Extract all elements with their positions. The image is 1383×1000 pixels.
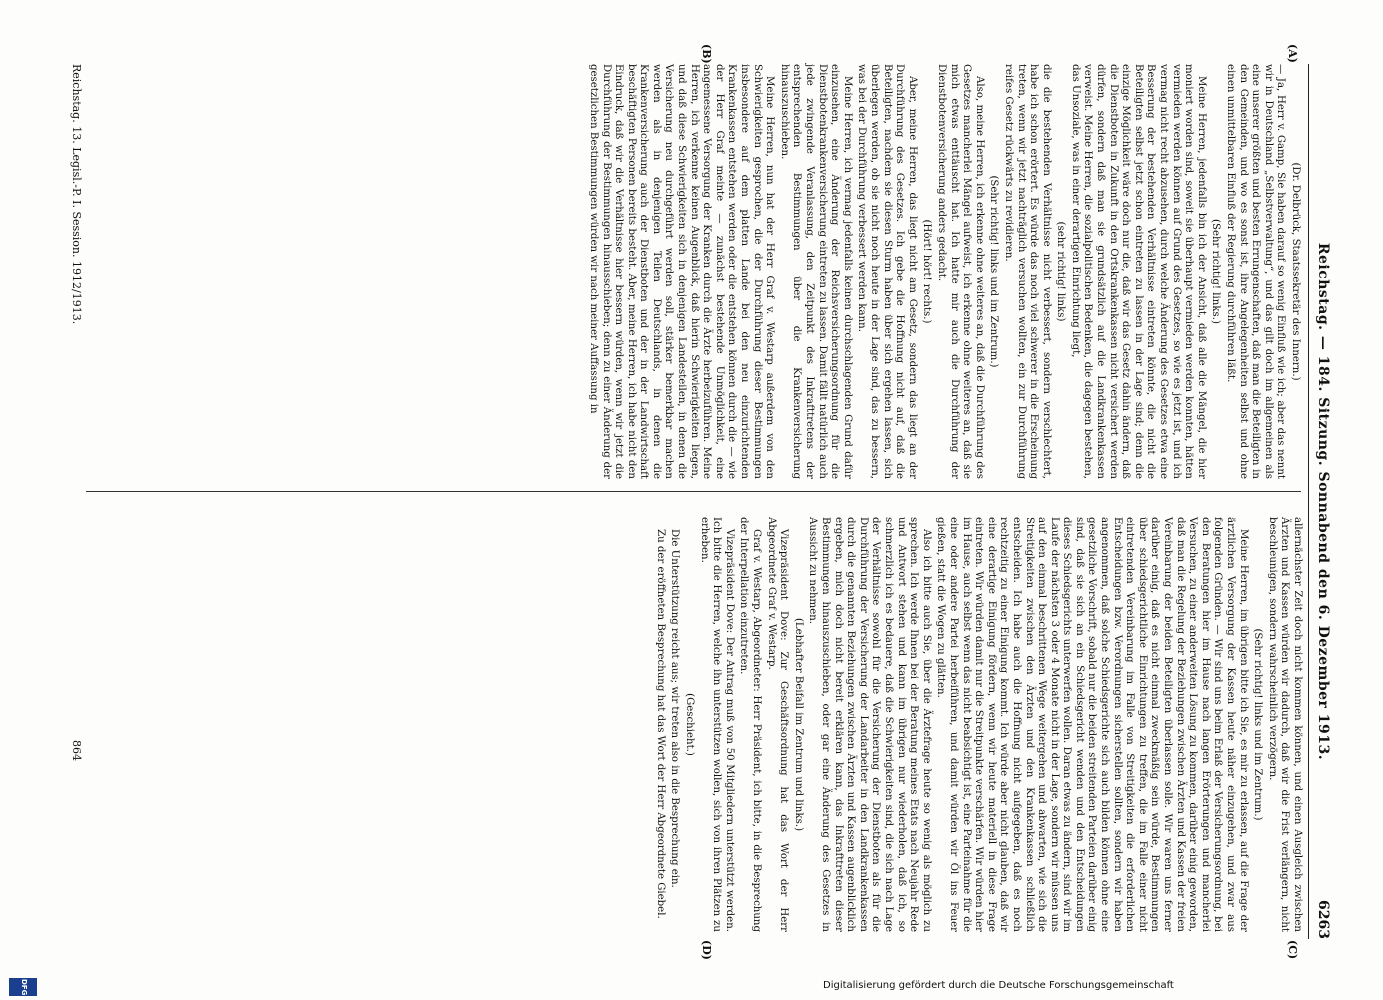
paragraph: — Ja, Herr v. Gamp, Sie haben darauf so wenig Einfluß wie ich; aber das nennt wir in Deutschland „Selbstverwaltung“, und das gilt doch im allgemeinen als eine unserer größten und besten Errungenschaften, daß man die Beteiligten in den Gemeinden, und wo es sonst ist, ihre Angelegenheiten selbst und ohne einen unmittelbaren Einfluß der Regierung durchführen läßt. [1225,64,1287,479]
dfg-logo [9,978,37,996]
margin-marker-b: (B) [700,44,713,64]
page-header [1308,64,1331,939]
column-divider [86,491,1301,492]
interjection: (Lebhafter Beifall im Zentrum und links.) [792,617,804,832]
paragraph: Meine Herren, nun hat der Herr Graf v. Westarp außerdem von den Schwierigkeiten gesprochen, die der Durchführung dieser Bestimmungen insbesondere auf dem platten Lande bei den neu einzurichtenden Krankenkassen entstehen werden oder die entstehen können durch die — wie der Herr Graf meinte — zunächst bestehende Unmöglichkeit, eine angemessene Versorgung der Kranken durch die Ärzte herbeizuführen. Meine Herren, ich verkenne keinen Augenblick, daß hierin Schwierigkeiten liegen, und daß diese Schwierigkeiten sich in denjenigen Landesteilen, in denen die Versicherung neu durchgeführt werden soll, stärker bemerkbar machen werden als in denjenigen Teilen Deutschlands, in denen die Krankenversicherung auch der Dienstboten und der in der Landwirtschaft beschäftigten Personen bereits besteht. Aber, meine Herren, ich habe nicht den Eindruck, daß wir die Verhältnisse hier bessern würden, wenn wir jetzt die Durchführung der Bestimmungen hinausschieben; denn zu einer Änderung der gesetzlichen Bestimmungen würden wir nach meiner Auffassung in [587,64,776,479]
digitization-note: Digitalisierung gefördert durch die Deutsche Forschungsgemeinschaft [823,980,1174,991]
speaker-paragraph: Vizepräsident Dove: Zur Geschäftsordnung hat das Wort der Herr Abgeordnete Graf v. Westarp. [765,517,790,932]
paragraph: Also, meine Herren, ich erkenne ohne weiteres an, daß die Durchführung des Gesetzes mancherlei Mängel aufweist, ich erkenne ohne weiteres an, daß sie mich etwas enttäuscht hat. Ich hatte mir auch die Durchführung der Dienstbotenversicherung anders gedacht. [935,64,985,479]
paragraph: Meine Herren, jedenfalls bin ich der Ansicht, daß alle die Mängel, die hier moniert worden sind, soweit sie überhaupt vermieden werden konnten, hätten vermieden werden können auf Grund des Gesetzes, so wie es jetzt ist, und ich vermag nicht recht abzusehen, durch welche Änderung des Gesetzes etwa eine Besserung der bestehenden Verhältnisse eintreten könnte, die nicht die Beteiligten selbst jetzt schon eintreten zu lassen in der Lage sind; denn die einzige Möglichkeit wäre doch nur die, daß wir das Gesetz dahin ändern, daß die Dienstboten in Zukunft in den Ortskrankenkassen nicht versichert werden dürfen, sondern daß man sie grundsätzlich auf die Landkrankenkassen verweist. Meine Herren, die sozialpolitischen Bedenken, die dagegen bestehen, das Unsoziale, was in einer derartigen Einrichtung liegt, [1069,64,1207,479]
speaker-intro: (Dr. Delbrück, Staatssekretär des Innern.) [1290,162,1301,381]
paragraph: Aber, meine Herren, das liegt nicht am Gesetz, sondern das liegt an der Durchführung des Gesetzes. Ich gebe die Hoffnung nicht auf, daß die Beteiligten, nachdem sie diesen Sturm haben über sich ergehen lassen, sich überlegen werden, ob sie nicht noch heute in der Lage sind, das zu bessern, was bei der Durchführung verbessert werden kann. [856,64,918,479]
interjection: (sehr richtig! links) [1055,221,1067,322]
paragraph: Meine Herren, ich vermag jedenfalls keinen durchschlagenden Grund dafür einzusehen, eine Änderung der Reichsversicherungsordnung für die Dienstbotenkrankenversicherung eintreten zu lassen. Damit fällt natürlich auch jede zwingende Veranlassung, den Zeitpunkt des Inkrafttretens der entsprechenden Bestimmungen über die Krankenversicherung hinauszuschieben. [778,64,853,479]
left-column [584,64,1303,479]
paragraph: die die bestehenden Verhältnisse nicht verbessert, sondern verschlechtert, habe ich schon erörtert. Es würde das noch viel schwerer in die Erscheinung treten, wenn wir jetzt nachträglich versuchen wollten, ein zur Durchführung reifes Gesetz rückwärts zu revidieren. [1002,64,1052,479]
paragraph: Zu der eröffneten Besprechung hat das Wort der Herr Abgeordnete Giebel. [654,529,666,919]
page-number: 6263 [1315,900,1331,939]
paragraph: Die Unterstützung reicht aus; wir treten also in die Besprechung ein. [669,529,681,888]
footer-session-info: Reichstag. 13. Legisl.-P. I. Session. 1912/1913. [70,64,83,325]
paragraph: Also ich bitte auch Sie, über die Ärztefrage heute so wenig als möglich zu sprechen. Ich werde Ihnen bei der Beratung meines Etats nach Neujahr Rede und Antwort stehen und kann im übrigen nur wiederholen, daß ich, so schmerzlich ich es bedauere, daß die Schwierigkeiten sind, die sich nach Lage der Verhältnisse sowohl für die Versicherung der Dienstboten als für die Durchführung der Versicherung der Landarbeiter in den Landkrankenkassen durch die genannten Beziehungen zwischen Ärzten und Kassen augenblicklich ergeben, mich doch nicht bereit erklären kann, das Inkrafttreten dieser Bestimmungen hinauszuschieben, oder gar eine Änderung des Gesetzes in Aussicht zu nehmen. [807,517,932,932]
interjection: (Sehr richtig! links und im Zentrum.) [988,175,1000,368]
paragraph: Meine Herren, im übrigen bitte ich Sie, es mir zu erlassen, auf die Frage der ärztlichen Versorgung der Kassen heute näher einzugehen, und zwar aus folgenden Gründen. — Wir sind uns beim Erlaß der Versicherungsordnung, bei den Beratungen hier im Hause nach langen Erörterungen und mancherlei Versuchen, zu einer anderweiten Lösung zu kommen, darüber einig geworden, daß man die Regelung der Beziehungen zwischen Ärzten und Kassen der freien Vereinbarung der beiden Beteiligten überlassen solle. Wir waren uns ferner darüber einig, daß es nicht einmal zweckmäßig sein würde, Bestimmungen über schiedsgerichtliche Einrichtungen zu treffen, die im Falle einer nicht eintretenden Vereinbarung im Falle von Streitigkeiten die erforderlichen Entscheidungen bzw. Verordnungen sicherstellen sollten, sondern wir haben angenommen, daß solche Schiedsgerichte sich auch bilden können ohne eine gesetzliche Vorschrift, sobald nur die beiden streitenden Parteien darüber einig sind, daß sie sich an ein Schiedsgericht wenden und den Entscheidungen dieses Schiedsgerichts unterwerfen wollen. Daran etwas zu ändern, sind wir im Laufe der nächsten 3 oder 4 Monate nicht in der Lage, sondern wir müssen uns auf den einmal beschrittenen Wege weitergehen und abwarten, wie sich die Streitigkeiten zwischen den Ärzten und den Krankenkassen schließlich entscheiden. Ich habe auch die Hoffnung nicht aufgegeben, daß es noch rechtzeitig zu einer Einigung kommt. Ich würde aber nicht glauben, daß wir eine derartige Einigung fördern, wenn wir heute materiell in diese Frage eintreten. Wir würden damit nur die Streitpunkte verschärfen. Wir würden hier im Hause, auch selbst wenn das nicht beabsichtigt ist, eine Parteinahme für die eine oder andere Partei herbeiführen, und damit würden wir Öl ins Feuer gießen, statt die Wogen zu glätten. [935,517,1249,932]
margin-marker-d: (D) [700,940,713,960]
right-column [651,517,1303,932]
header-title: Reichstag. — 184. Sitzung. Sonnabend den 6. Dezember 1913. [1315,242,1331,761]
dfg-logo-text: DFG [20,979,28,996]
margin-marker-c: (C) [1286,940,1299,960]
interjection: (Hört! hört! rechts.) [921,219,933,324]
footer-sheet-number: 864 [70,740,83,761]
speaker-paragraph: Graf v. Westarp, Abgeordneter: Herr Präsident, ich bitte, in die Besprechung der Interpellation einzutreten. [738,517,763,932]
interjection: (Sehr richtig! links.) [1210,219,1222,324]
interjection: (Geschieht.) [684,693,696,756]
paragraph: allernächster Zeit doch nicht kommen können, und einen Ausgleich zwischen Ärzten und Kassen würden wir dadurch, daß wir die Frist verlängern, nicht beschleunigen, sondern wahrscheinlich verzögern. [1266,517,1303,932]
speaker-paragraph: Vizepräsident Dove: Der Antrag muß von 50 Mitgliedern unterstützt werden. Ich bitte die Herren, welche ihn unterstützen wollen, sich von ihren Plätzen zu erheben. [698,517,735,932]
margin-marker-a: (A) [1286,44,1299,63]
interjection: (Sehr richtig! links und im Zentrum.) [1252,628,1264,821]
